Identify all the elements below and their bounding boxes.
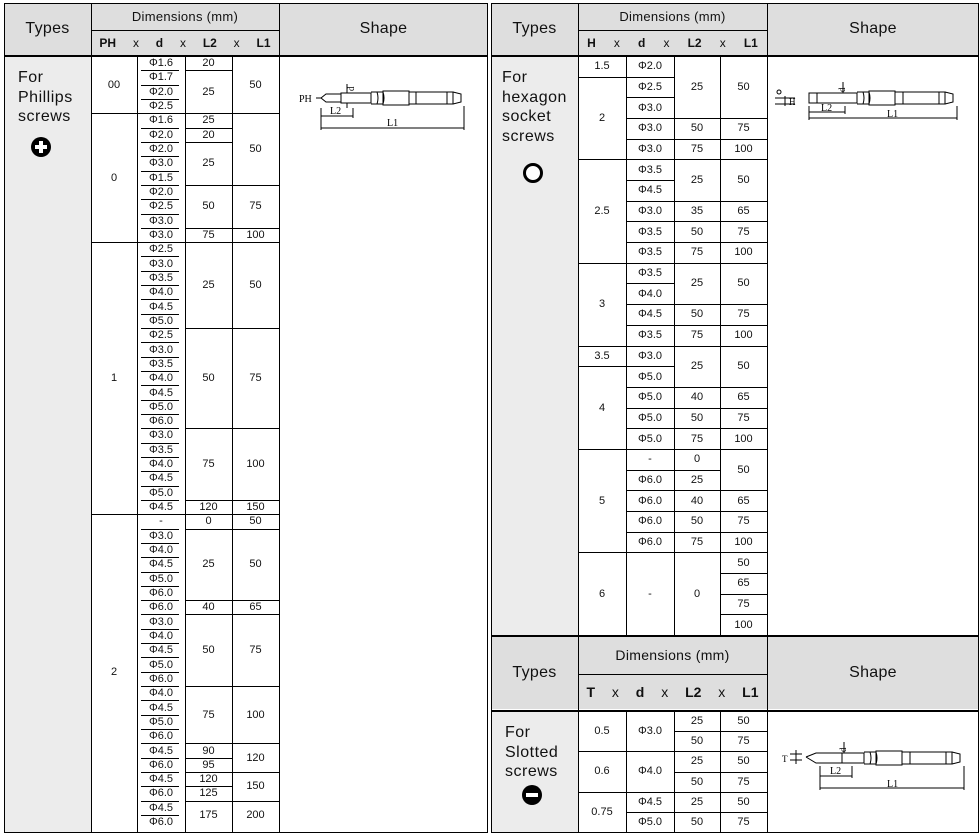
d-value-cell: Φ2.0 [148,85,174,98]
d-value-cell: Φ3.0 [148,228,174,241]
sub-x: x [611,684,619,700]
d-value-cell: Φ3.5 [637,329,663,342]
l1-value-cell: 100 [246,708,265,721]
l2-value-cell: 0 [693,587,701,600]
shape-l1-label: L1 [887,779,899,790]
d-value-cell: Φ3.5 [637,163,663,176]
d-value-cell: - [159,515,163,528]
d-value-cell: Φ4.0 [148,286,174,299]
shape-l1-label: L1 [387,118,399,129]
d-value-cell: Φ3.0 [148,257,174,270]
d-value-cell: Φ5.0 [148,658,174,671]
sub-l1: L1 [742,684,759,700]
sub-d: d [155,35,164,50]
l2-value-cell: 125 [199,787,218,800]
sub-d: d [637,35,646,50]
sub-d: d [635,684,645,700]
l2-value-cell: 35 [690,205,704,218]
l1-value-cell: 65 [737,205,750,218]
d-value-cell: Φ4.0 [148,544,174,557]
l2-value-cell: 25 [690,715,704,728]
ph-size-cell: 2 [110,665,118,678]
d-value-cell: Φ3.0 [637,143,663,156]
d-value-cell: Φ4.5 [148,386,174,399]
l1-value-cell: 75 [737,225,750,238]
phillips-bit-drawing [299,78,474,134]
slotted-types-header: Types [512,664,557,681]
d-value-cell: Φ1.7 [148,71,174,84]
type-label-line: For [505,724,531,741]
l2-value-cell: 25 [690,473,704,486]
t-value-cell: 0.5 [594,725,610,738]
l2-value-cell: 40 [690,391,704,404]
d-value-cell: Φ4.0 [148,372,174,385]
l1-value-cell: 75 [737,122,750,135]
l1-value-cell: 50 [737,755,750,768]
l2-value-cell: 50 [202,644,215,657]
type-label-line: screws [18,108,71,125]
l2-value-cell: 75 [202,228,215,241]
l2-value-cell: 75 [202,708,215,721]
sub-l2: L2 [685,684,702,700]
type-label-line: screws [505,763,558,780]
d-value-cell: Φ3.0 [148,429,174,442]
l1-value-cell: 50 [249,558,262,571]
h-value-cell: 4 [598,401,606,414]
l1-value-cell: 200 [246,808,265,821]
shape-l2-label: L2 [830,766,842,777]
d-value-cell: Φ5.0 [148,572,174,585]
d-value-cell: Φ4.5 [637,795,663,808]
l1-value-cell: 100 [734,432,753,445]
l2-value-cell: 75 [202,458,215,471]
type-label-line: For [18,69,44,86]
hexagon-dimensions-subheader [578,30,767,55]
l2-value-cell: 75 [690,246,704,259]
l2-value-cell: 90 [202,744,215,757]
l1-value-cell: 50 [737,715,750,728]
sub-x: x [661,684,669,700]
l2-value-cell: 20 [202,57,215,70]
l1-value-cell: 50 [737,556,750,569]
l2-value-cell: 25 [690,277,704,290]
d-value-cell: - [648,587,652,600]
d-value-cell: Φ2.0 [148,186,174,199]
l2-value-cell: 25 [690,795,704,808]
l2-value-cell: 50 [690,735,704,748]
l1-value-cell: 100 [734,618,753,631]
d-value-cell: Φ3.0 [148,343,174,356]
l2-value-cell: 0 [693,453,701,466]
d-value-cell: Φ5.0 [148,715,174,728]
l1-value-cell: 150 [246,501,265,514]
phillips-types-header: Types [25,20,70,37]
l2-value-cell: 50 [690,775,704,788]
l1-value-cell: 75 [249,200,262,213]
type-label-line: Slotted [505,743,559,761]
l1-value-cell: 100 [246,458,265,471]
d-value-cell: Φ3.0 [637,725,663,738]
d-value-cell: Φ3.0 [148,214,174,227]
l2-value-cell: 50 [690,122,704,135]
l1-value-cell: 75 [737,515,750,528]
d-value-cell: Φ2.0 [637,60,663,73]
shape-l1-label: L1 [887,109,899,120]
l2-value-cell: 75 [690,432,704,445]
l1-value-cell: 65 [249,601,262,614]
d-value-cell: Φ3.0 [637,101,663,114]
d-value-cell: Φ6.0 [148,601,174,614]
l2-value-cell: 25 [202,558,215,571]
l1-value-cell: 50 [737,360,750,373]
d-value-cell: Φ2.5 [148,100,174,113]
l1-value-cell: 65 [737,494,750,507]
d-value-cell: Φ2.5 [148,329,174,342]
type-label-line: Phillips [18,88,73,106]
sub-x: x [719,35,726,50]
l1-value-cell: 75 [249,372,262,385]
l1-value-cell: 75 [249,644,262,657]
sub-l1: L1 [743,35,758,50]
phillips-dimensions-header: Dimensions (mm) [131,9,239,24]
hexagon-dimensions-header: Dimensions (mm) [619,9,726,24]
d-value-cell: Φ3.0 [148,615,174,628]
ph-size-cell: 00 [107,78,121,91]
d-value-cell: Φ4.5 [148,558,174,571]
l2-value-cell: 25 [690,174,704,187]
l2-value-cell: 50 [202,372,215,385]
sub-h: H [587,35,596,50]
l1-value-cell: 50 [737,795,750,808]
l1-value-cell: 100 [246,228,265,241]
l2-value-cell: 75 [690,329,704,342]
l1-value-cell: 75 [737,597,750,610]
t-value-cell: 0.6 [594,765,610,778]
d-value-cell: Φ4.0 [148,629,174,642]
l2-value-cell: 50 [690,225,704,238]
l1-value-cell: 50 [737,463,750,476]
l2-value-cell: 50 [690,308,704,321]
l2-value-cell: 95 [202,758,215,771]
d-value-cell: Φ5.0 [148,400,174,413]
d-value-cell: Φ4.0 [637,287,663,300]
d-value-cell: Φ6.0 [148,586,174,599]
d-value-cell: Φ2.5 [637,81,663,93]
d-value-cell: Φ6.0 [148,415,174,428]
sub-x: x [132,35,139,50]
shape-l2-label: L2 [821,103,833,114]
d-value-cell: Φ4.5 [637,308,663,321]
l2-value-cell: 0 [205,515,212,528]
l1-value-cell: 65 [737,391,750,404]
d-value-cell: Φ6.0 [148,730,174,743]
d-value-cell: Φ5.0 [637,391,663,404]
d-value-cell: Φ4.5 [148,701,174,714]
d-value-cell: Φ6.0 [637,494,663,507]
h-value-cell: 1.5 [594,60,610,73]
d-value-cell: Φ3.5 [148,357,174,370]
d-value-cell: Φ4.5 [148,773,174,786]
h-value-cell: 2.5 [594,205,610,218]
l1-value-cell: 100 [734,329,753,342]
d-value-cell: Φ3.0 [637,205,663,218]
hexagon-type-label [502,68,567,146]
h-value-cell: 6 [598,587,606,600]
sub-l2: L2 [687,35,702,50]
d-value-cell: Φ6.0 [637,535,663,548]
l1-value-cell: 100 [734,246,753,259]
shape-d-label: d [346,86,356,91]
d-value-cell: Φ4.5 [148,644,174,657]
l2-value-cell: 25 [690,81,704,94]
l1-value-cell: 65 [737,577,750,590]
l2-value-cell: 50 [690,411,704,424]
l2-value-cell: 75 [690,143,704,156]
h-value-cell: 3 [598,298,606,311]
l1-value-cell: 100 [734,143,753,156]
d-value-cell: Φ2.0 [148,143,174,156]
h-value-cell: 5 [598,494,606,507]
l1-value-cell: 50 [249,143,262,156]
d-value-cell: Φ2.0 [148,128,174,141]
d-value-cell: - [648,453,652,466]
hexagon-bit-drawing [775,78,971,126]
sub-ph: PH [99,35,117,50]
sub-t: T [586,684,595,700]
l1-value-cell: 75 [737,815,750,828]
shape-d-label: d [837,87,847,92]
d-value-cell: Φ4.5 [148,472,174,485]
d-value-cell: Φ4.5 [148,501,174,514]
d-value-cell: Φ4.0 [148,458,174,471]
hexagon-types-header: Types [512,20,557,37]
d-value-cell: Φ3.0 [637,349,663,362]
shape-h-label: H [789,97,796,107]
hexagon-circle-icon [523,163,543,183]
hexagon-shape-header: Shape [849,20,897,37]
sub-x: x [179,35,186,50]
type-label-line: hexagon [502,88,567,106]
slotted-dimensions-subheader [578,674,767,710]
sub-l2: L2 [202,35,217,50]
sub-l1: L1 [256,35,271,50]
d-value-cell: Φ3.0 [148,529,174,542]
l1-value-cell: 100 [734,535,753,548]
slotted-bit-drawing [782,742,972,794]
d-value-cell: Φ3.0 [637,122,663,135]
phillips-type-label [18,68,73,127]
ph-size-cell: 0 [110,171,118,184]
l1-value-cell: 75 [737,308,750,321]
d-value-cell: Φ3.5 [148,271,174,284]
l1-value-cell: 150 [246,780,265,793]
l1-value-cell: 50 [249,515,262,528]
d-value-cell: Φ3.5 [637,246,663,259]
l2-value-cell: 175 [199,808,218,821]
l2-value-cell: 120 [199,773,218,786]
slotted-type-label [505,723,558,782]
slotted-dimensions-header: Dimensions (mm) [615,647,730,663]
d-value-cell: Φ6.0 [148,787,174,800]
sub-x: x [233,35,240,50]
d-value-cell: Φ4.5 [637,184,663,197]
d-value-cell: Φ3.0 [148,157,174,170]
d-value-cell: Φ5.0 [148,486,174,499]
d-value-cell: Φ4.0 [148,687,174,700]
d-value-cell: Φ5.0 [637,815,663,828]
l2-value-cell: 40 [690,494,704,507]
d-value-cell: Φ2.5 [148,200,174,213]
l2-value-cell: 50 [202,200,215,213]
d-value-cell: Φ4.5 [148,300,174,313]
type-label-line: screws [502,127,555,145]
slotted-shape-header: Shape [849,664,897,681]
d-value-cell: Φ5.0 [637,432,663,445]
d-value-cell: Φ6.0 [148,816,174,829]
d-value-cell: Φ5.0 [148,314,174,327]
shape-d-label: d [838,747,848,752]
h-value-cell: 2 [598,112,606,125]
sub-x: x [663,35,670,50]
l1-value-cell: 50 [737,174,750,187]
l1-value-cell: 50 [737,81,750,94]
d-value-cell: Φ6.0 [637,515,663,528]
shape-l2-label: L2 [330,106,342,117]
l2-value-cell: 20 [202,128,215,141]
d-value-cell: Φ1.5 [148,171,174,184]
d-value-cell: Φ4.5 [148,744,174,757]
l1-value-cell: 50 [249,279,262,292]
l1-value-cell: 75 [737,775,750,788]
ph-size-cell: 1 [110,372,118,385]
minus-circle-icon [522,785,542,805]
l1-value-cell: 50 [737,277,750,290]
t-value-cell: 0.75 [591,805,613,818]
d-value-cell: Φ1.6 [148,114,174,127]
l1-value-cell: 120 [246,751,265,764]
d-value-cell: Φ6.0 [148,672,174,685]
l2-value-cell: 25 [690,360,704,373]
sub-x: x [613,35,620,50]
type-label-line: For [502,69,528,86]
l1-value-cell: 75 [737,735,750,748]
l2-value-cell: 120 [199,501,218,514]
d-value-cell: Φ5.0 [637,411,663,424]
l1-value-cell: 75 [737,411,750,424]
d-value-cell: Φ4.5 [148,801,174,814]
l2-value-cell: 50 [690,815,704,828]
d-value-cell: Φ4.0 [637,765,663,778]
d-value-cell: Φ2.5 [148,243,174,256]
l2-value-cell: 25 [202,85,215,98]
shape-ph-label: PH [299,94,312,105]
phillips-shape-header: Shape [359,20,408,37]
l2-value-cell: 25 [202,279,215,292]
l2-value-cell: 25 [690,755,704,768]
d-value-cell: Φ6.0 [148,758,174,771]
l2-value-cell: 75 [690,535,704,548]
shape-t-label: T [782,754,788,764]
l2-value-cell: 40 [202,601,215,614]
d-value-cell: Φ3.5 [148,443,174,456]
plus-circle-icon [31,137,51,157]
l2-value-cell: 25 [202,114,215,127]
d-value-cell: Φ3.5 [637,225,663,238]
d-value-cell: Φ5.0 [637,370,663,383]
d-value-cell: Φ6.0 [637,473,663,486]
type-label-line: socket [502,108,552,125]
l2-value-cell: 25 [202,157,215,170]
phillips-dimensions-subheader [91,30,279,55]
h-value-cell: 3.5 [594,349,610,362]
sub-x: x [718,684,726,700]
d-value-cell: Φ1.6 [148,57,174,70]
l2-value-cell: 50 [690,515,704,528]
l1-value-cell: 50 [249,78,262,91]
d-value-cell: Φ3.5 [637,267,663,280]
